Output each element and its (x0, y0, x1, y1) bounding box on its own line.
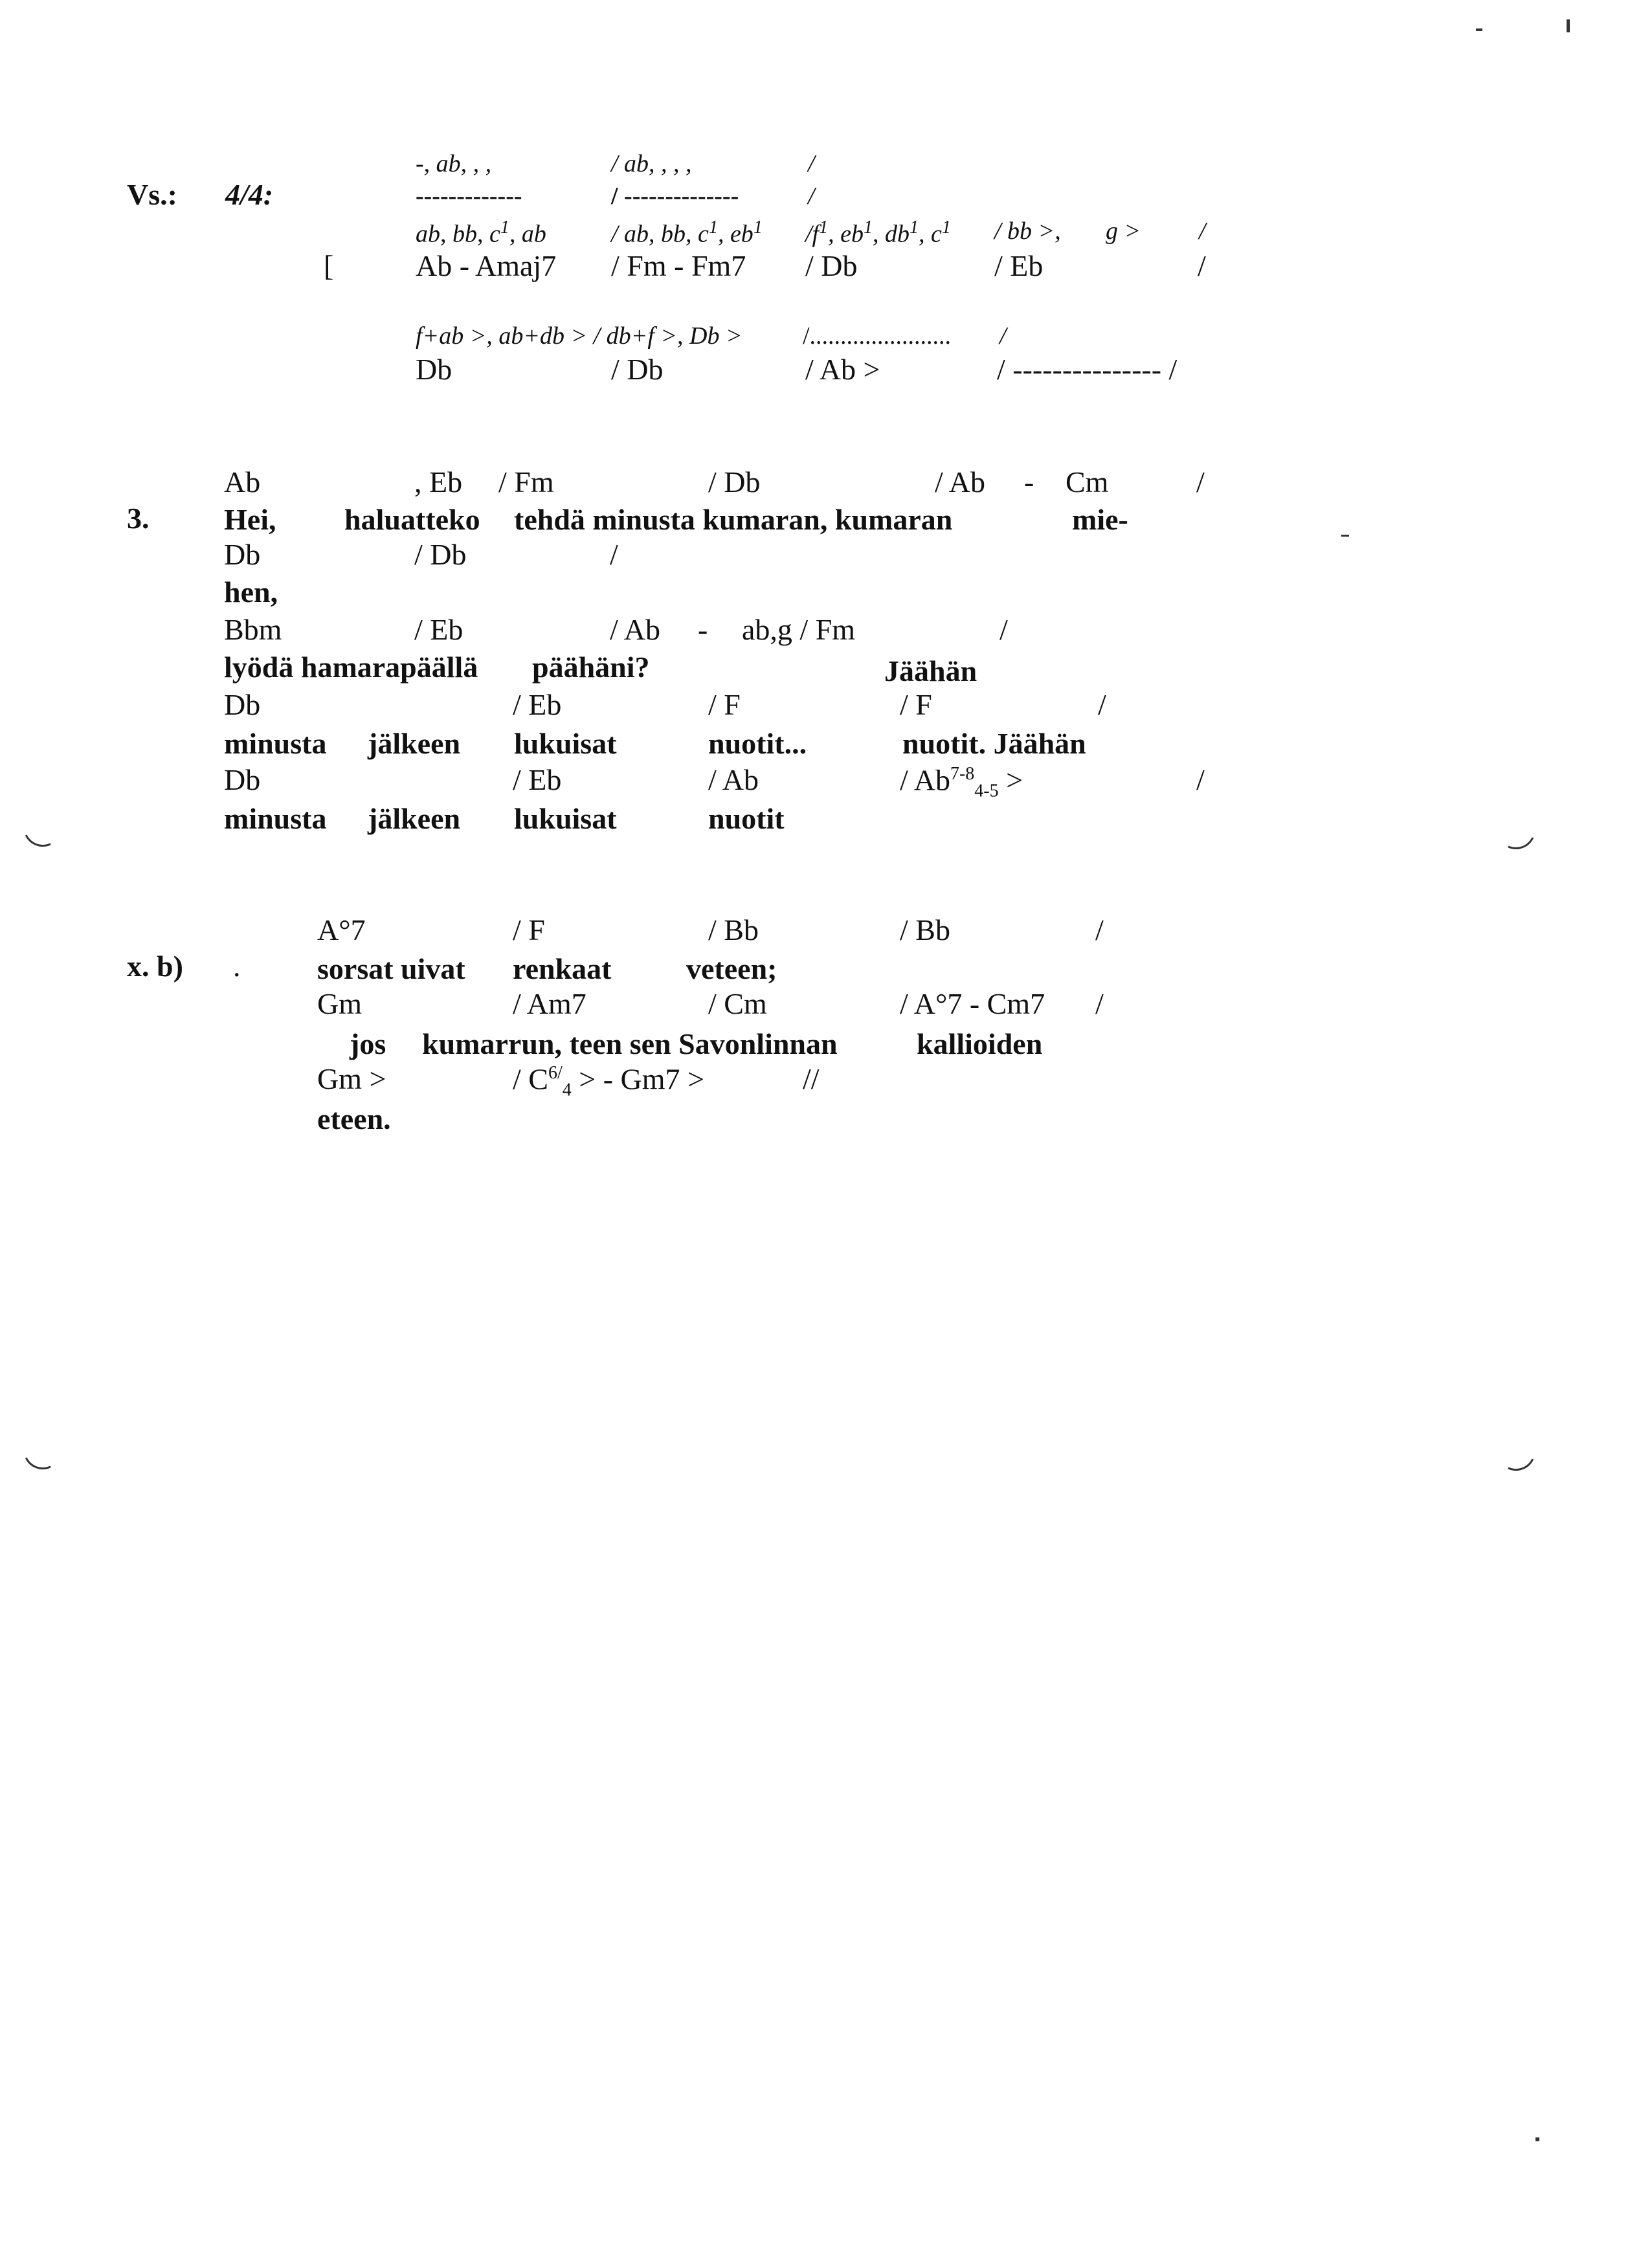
v3-l1-chord: , Eb (414, 465, 463, 498)
xb-l2-lyric: kallioiden (917, 1027, 1043, 1060)
note-row3-c5: g > (1106, 217, 1141, 245)
v3-l2-chord: / (610, 538, 618, 571)
v3-l1-chord: / Fm (498, 465, 554, 498)
v3-l3-lyric: Jäähän (884, 654, 977, 687)
note-row1-c1: -, ab, , , (416, 150, 492, 177)
note-row1-c3: / (808, 150, 815, 177)
xb-l1-chord: / Bb (708, 913, 759, 946)
note-row2-c1: ------------- (416, 183, 522, 210)
xb-l3-chord-c64: / $C^{6/}_4$ > - Gm7 > (513, 1062, 704, 1100)
v3-l5-lyric: minusta (224, 802, 327, 835)
note-row5-c1: f+ab >, ab+db > / db+f >, Db > (416, 322, 742, 350)
xb-l2-chord: / Cm (708, 987, 767, 1020)
v3-l1-lyric: mie- (1072, 503, 1128, 536)
time-signature: 4/4: (225, 178, 274, 211)
v3-l5-chord-ab-ext: / $Ab^{7-8}_{4-5}$ > (900, 763, 1023, 801)
xb-l2-lyric: jos (350, 1027, 386, 1060)
scan-speck (1476, 28, 1482, 31)
xb-l2-lyric: kumarrun, teen sen Savonlinnan (422, 1027, 838, 1060)
v3-l3-chord: - (698, 613, 708, 646)
v3-l4-lyric: minusta (224, 727, 327, 760)
section-label-3: 3. (127, 502, 150, 535)
xb-l1-chord: / (1095, 913, 1104, 946)
xb-l1-lyric: veteen; (686, 952, 777, 985)
xb-l1-chord: / Bb (900, 913, 950, 946)
v3-l3-lyric: lyödä hamarapäällä (224, 651, 478, 684)
xb-l1-chord: A°7 (317, 913, 366, 946)
chord-row6-c3: / Ab > (805, 353, 880, 386)
v3-l5-lyric: lukuisat (514, 802, 617, 835)
v3-l5-chord: / (1196, 763, 1205, 796)
punch-hole-mark (18, 1425, 68, 1475)
scan-speck (1567, 19, 1570, 32)
xb-l2-chord: / A°7 - Cm7 (900, 987, 1045, 1020)
note-row5-c3: / (999, 322, 1007, 350)
v3-l4-chord: / F (900, 688, 932, 721)
xb-l1-chord: / F (513, 913, 545, 946)
chord-row4-c1: Ab - Amaj7 (416, 249, 557, 282)
v3-l5-chord: / Eb (513, 763, 562, 796)
v3-l5-lyric: jälkeen (368, 802, 461, 835)
v3-l3-chord: / (999, 613, 1008, 646)
v3-l3-chord: ab,g / Fm (742, 613, 856, 646)
v3-l4-chord: / Eb (513, 688, 562, 721)
repeat-bracket: [ (324, 249, 334, 282)
v3-l1-chord: Cm (1066, 465, 1109, 498)
scan-speck (1535, 2137, 1539, 2141)
v3-l2-lyric: hen, (224, 575, 278, 608)
v3-l4-lyric: nuotit... (708, 727, 807, 760)
v3-l3-chord: / Eb (414, 613, 463, 646)
v3-l4-lyric: lukuisat (514, 727, 617, 760)
note-row3-c3: $/f^1$, $eb^1$, $db^1$, $c^1$ (805, 217, 951, 248)
v3-l2-chord: Db (224, 538, 261, 571)
section-label-xb: x. b) (127, 950, 183, 983)
section-xb-dot: . (233, 950, 241, 983)
v3-l2-chord: / Db (414, 538, 467, 571)
xb-l3-chord: // (803, 1062, 820, 1095)
xb-l3-lyric: eteen. (317, 1102, 391, 1135)
v3-l5-chord: / Ab (708, 763, 759, 796)
note-row3-c1: ab, bb, $c^1$, ab (416, 217, 546, 248)
v3-l1-lyric: Hei, (224, 503, 276, 536)
xb-l1-lyric: renkaat (513, 952, 612, 985)
chord-row4-c2: / Fm - Fm7 (611, 249, 746, 282)
v3-l1-chord: - (1024, 465, 1034, 498)
note-row3-c6: / (1199, 217, 1206, 245)
v3-l3-chord: / Ab (610, 613, 660, 646)
punch-hole-mark (1491, 805, 1541, 855)
punch-hole-mark (1491, 1427, 1541, 1477)
v3-l4-chord: / (1098, 688, 1106, 721)
note-row1-c2: / ab, , , , (611, 150, 692, 177)
v3-l4-lyric: nuotit. Jäähän (902, 727, 1086, 760)
v3-l1-lyric: tehdä minusta kumaran, kumaran (514, 503, 953, 536)
v3-l1-chord: Ab (224, 465, 261, 498)
chord-row4-c3: / Db (805, 249, 858, 282)
v3-l4-lyric: jälkeen (368, 727, 461, 760)
xb-l2-chord: Gm (317, 987, 362, 1020)
note-row2-c3: / (808, 183, 815, 210)
v3-l5-chord: Db (224, 763, 261, 796)
scan-speck (1341, 535, 1349, 537)
v3-l4-chord: / F (708, 688, 741, 721)
v3-l1-chord: / Db (708, 465, 761, 498)
v3-l3-chord: Bbm (224, 613, 282, 646)
xb-l1-lyric: sorsat uivat (317, 952, 465, 985)
v3-l1-lyric: haluatteko (344, 503, 480, 536)
section-label-vs: Vs.: (127, 178, 177, 211)
chord-row6-c4: / --------------- / (997, 353, 1178, 386)
punch-hole-mark (18, 803, 68, 853)
xb-l3-chord: Gm > (317, 1062, 386, 1095)
v3-l3-lyric: päähäni? (532, 651, 650, 684)
note-row3-c4: / bb >, (994, 217, 1061, 245)
note-row2-c2: / -------------- (611, 183, 739, 210)
chord-row4-c4: / Eb (994, 249, 1044, 282)
chord-row6-c2: / Db (611, 353, 664, 386)
note-row3-c2: / ab, bb, $c^1$, $eb^1$ (611, 217, 763, 248)
v3-l1-chord: / (1196, 465, 1205, 498)
v3-l4-chord: Db (224, 688, 261, 721)
v3-l5-lyric: nuotit (708, 802, 785, 835)
chord-row6-c1: Db (416, 353, 452, 386)
chord-row4-c5: / (1198, 249, 1206, 282)
xb-l2-chord: / Am7 (513, 987, 586, 1020)
note-row5-c2: /....................... (803, 322, 952, 350)
xb-l2-chord: / (1095, 987, 1104, 1020)
v3-l1-chord: / Ab (935, 465, 985, 498)
